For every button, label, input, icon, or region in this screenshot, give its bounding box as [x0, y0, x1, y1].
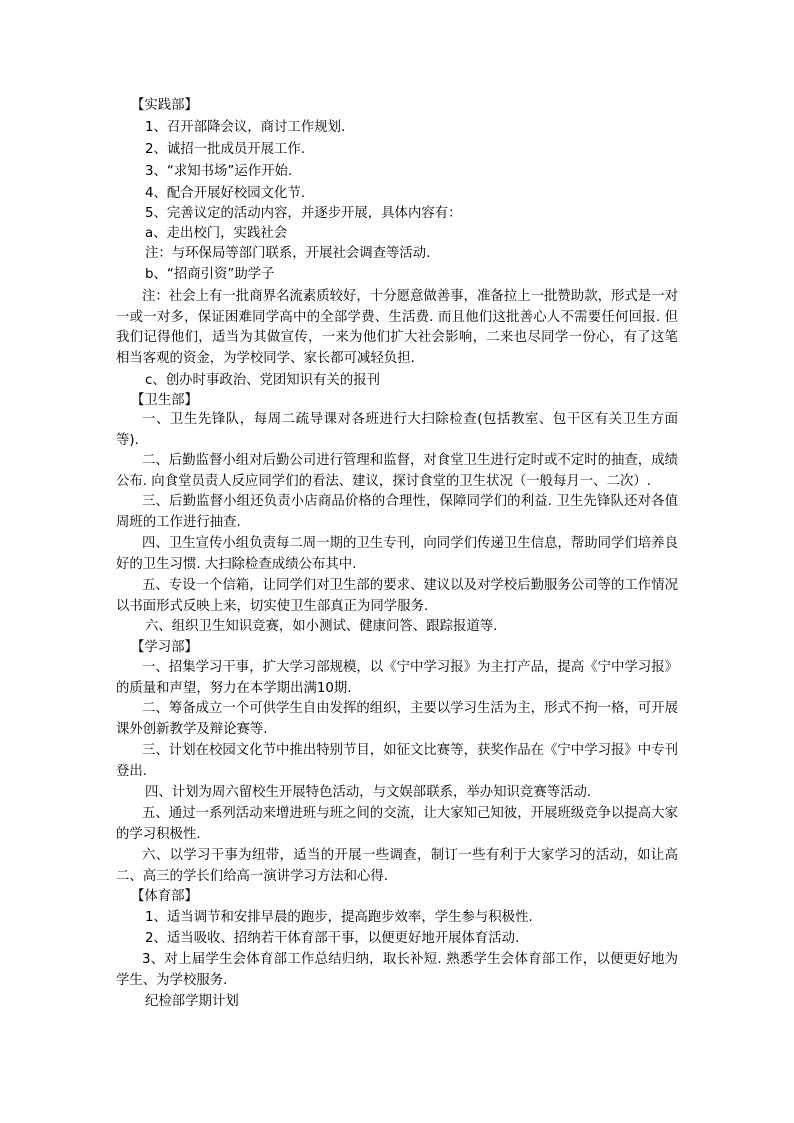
- section-title-sports: 【体育部】: [131, 889, 198, 904]
- paragraph: 一、招集学习干事，扩大学习部规模，以《宁中学习报》为主打产品，提高《宁中学习报》的质量和声望，努力在本学期出满10期.: [116, 660, 678, 696]
- paragraph: 3、对上届学生会体育部工作总结归纳，取长补短. 熟悉学生会体育部工作，以便更好地为学生、为学校服务.: [116, 952, 678, 988]
- paragraph: 二、筹备成立一个可供学生自由发挥的组织，主要以学习生活为主，形式不拘一格，可开展课外创新教学及辩论赛等.: [116, 701, 678, 737]
- list-item: b、“招商引资”助学子: [145, 267, 275, 282]
- list-item: 5、完善议定的活动内容，并逐步开展，具体内容有：: [145, 206, 462, 221]
- list-item: 2、诚招一批成员开展工作.: [145, 142, 306, 157]
- list-item: 1、召开部降会议，商讨工作规划.: [145, 120, 346, 135]
- list-item: a、走出校门，实践社会: [145, 226, 288, 241]
- list-item: 四、计划为周六留校生开展特色活动，与文娱部联系，举办知识竞赛等活动.: [145, 785, 592, 800]
- section-title-hygiene: 【卫生部】: [131, 393, 198, 408]
- paragraph: 五、通过一系列活动来增进班与班之间的交流，让大家知己知彼，开展班级竞争以提高大家的学习积极性.: [116, 806, 678, 842]
- section-title-discipline: 纪检部学期计划: [145, 994, 239, 1009]
- paragraph-note: 注：社会上有一批商界名流素质较好，十分愿意做善事，准备拉上一批赞助款，形式是一对一或一对多，保证困难同学高中的全部学费、生活费. 而且他们这批善心人不需要任何回报. 但我们记得他们，适当为其做宣传，一来为他们扩大社会影响，二来也尽同学一份心，有了这笔相当客观的资金，为学校同学、家长都可减轻负担.: [116, 289, 678, 366]
- list-item: 注：与环保局等部门联系，开展社会调查等活动.: [145, 246, 431, 261]
- paragraph: 五、专设一个信箱，让同学们对卫生部的要求、建议以及对学校后勤服务公司等的工作情况以书面形式反映上来，切实使卫生部真正为同学服务.: [116, 578, 678, 614]
- list-item: 1、适当调节和安排早晨的跑步，提高跑步效率，学生参与积极性.: [145, 910, 533, 925]
- paragraph: 四、卫生宣传小组负责每二周一期的卫生专刊，向同学们传递卫生信息，帮助同学们培养良好的卫生习惯. 大扫除检查成绩公布其中.: [116, 536, 678, 572]
- paragraph: 一、卫生先锋队，每周二疏导课对各班进行大扫除检查(包括教室、包干区有关卫生方面等).: [116, 412, 678, 448]
- paragraph: 三、后勤监督小组还负责小店商品价格的合理性，保障同学们的利益. 卫生先锋队还对各值周班的工作进行抽查.: [116, 494, 678, 530]
- list-item: 2、适当吸收、招纳若干体育部干事，以便更好地开展体育活动.: [145, 931, 520, 946]
- section-title-practice: 【实践部】: [131, 98, 198, 113]
- paragraph: 二、后勤监督小组对后勤公司进行管理和监督，对食堂卫生进行定时或不定时的抽查，成绩公布. 向食堂员责人反应同学们的看法、建议，探讨食堂的卫生状况（一般每月一、二次）.: [116, 453, 678, 489]
- paragraph: 三、计划在校园文化节中推出特别节目，如征文比赛等，获奖作品在《宁中学习报》中专刊登出.: [116, 743, 678, 779]
- list-item: 4、配合开展好校园文化节.: [145, 186, 306, 201]
- list-item: 六、组织卫生知识竞赛，如小测试、健康问答、跟踪报道等.: [145, 619, 498, 634]
- paragraph: 六、以学习干事为纽带，适当的开展一些调查，制订一些有利于大家学习的活动，如让高二、高三的学长们给高一演讲学习方法和心得.: [116, 848, 678, 884]
- list-item: 3、“求知书场”运作开始.: [145, 164, 293, 179]
- list-item: c、创办时事政治、党团知识有关的报刊: [145, 373, 381, 388]
- section-title-study: 【学习部】: [131, 640, 198, 655]
